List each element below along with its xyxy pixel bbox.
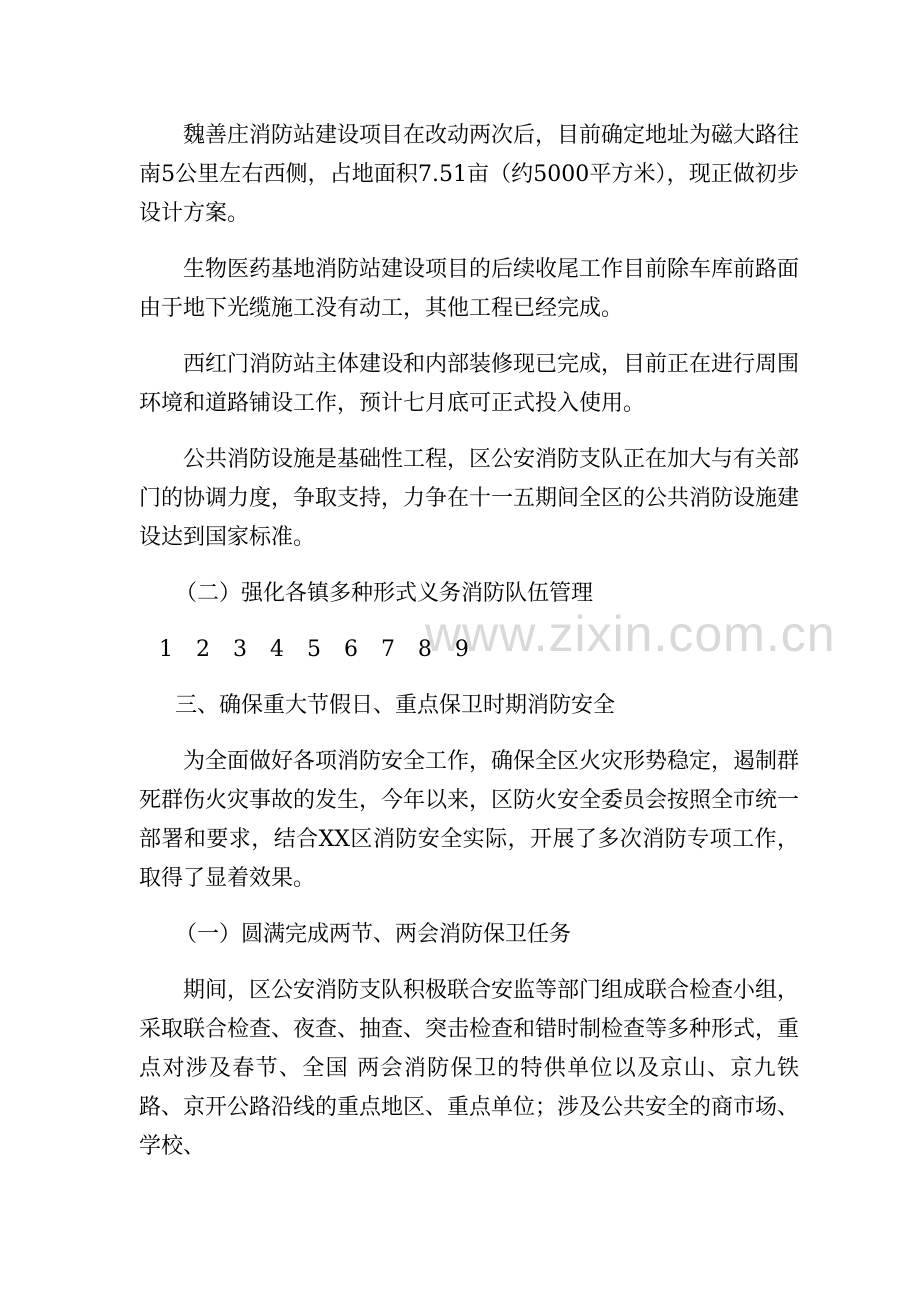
watermark-text: www.zixin.com.cn	[425, 606, 836, 662]
section-heading-two-sessions: （一）圆满完成两节、两会消防保卫任务	[175, 922, 572, 947]
document-body	[139, 116, 799, 1183]
paragraph-biomedical-base-station: 生物医药基地消防站建设项目的后续收尾工作目前除车库前路面由于地下光缆施工没有动工，其他工程已经完成。	[139, 257, 800, 321]
paragraph-xihongmen-station: 西红门消防站主体建设和内部装修现已完成，目前正在进行周围环境和道路铺设工作，预计七月底可正式投入使用。	[139, 352, 800, 416]
paragraph-overall-safety-work: 为全面做好各项消防安全工作，确保全区火灾形势稳定，遏制群死群伤火灾事故的发生，今年以来，区防火安全委员会按照全市统一部署和要求，结合XX区消防安全实际，开展了多次消防专项工作，取得了显着效果。	[139, 749, 800, 891]
paragraph-joint-inspection: 期间，区公安消防支队积极联合安监等部门组成联合检查小组，采取联合检查、夜查、抽查、突击检查和错时制检查等多种形式，重点对涉及春节、全国 两会消防保卫的特供单位以及京山、京九铁路、京开公路沿线的重点地区、重点单位；涉及公共安全的商市场、学校、	[139, 978, 800, 1159]
section-heading-volunteer-teams: （二）强化各镇多种形式义务消防队伍管理	[175, 581, 594, 606]
paragraph-public-fire-facilities: 公共消防设施是基础性工程，区公安消防支队正在加大与有关部门的协调力度，争取支持，力争在十一五期间全区的公共消防设施建设达到国家标准。	[139, 447, 800, 550]
section-heading-holiday-safety: 三、确保重大节假日、重点保卫时期消防安全	[175, 693, 616, 718]
paragraph-weishanzhuang-station: 魏善庄消防站建设项目在改动两次后，目前确定地址为磁大路往南5公里左右西侧，占地面积7.51亩（约5000平方米），现正做初步设计方案。	[139, 123, 800, 226]
page-number-strip: 1 2 3 4 5 6 7 8 9	[159, 637, 477, 662]
